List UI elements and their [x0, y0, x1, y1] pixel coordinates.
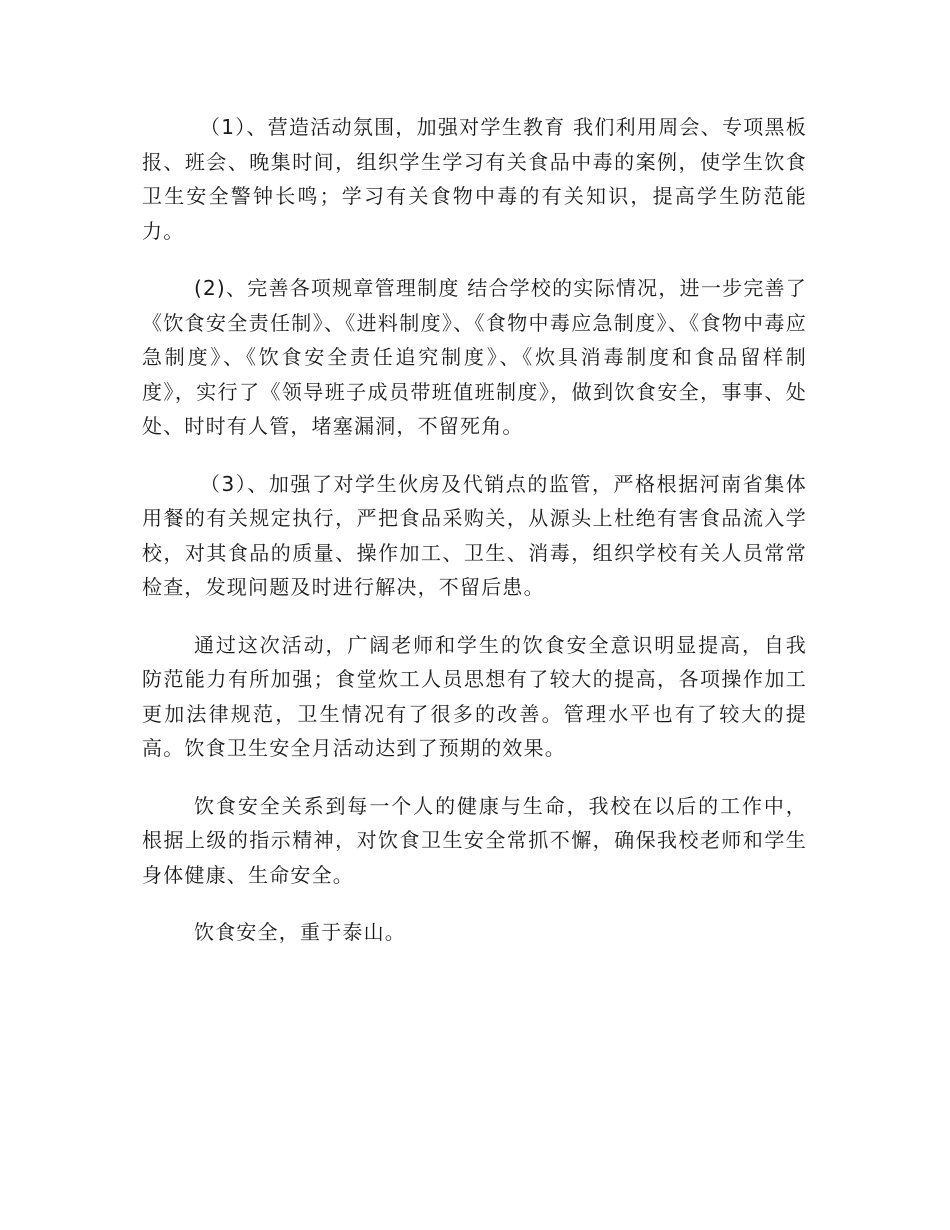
paragraph-6: 饮食安全，重于泰山。 [194, 920, 406, 944]
document-body [142, 110, 807, 950]
paragraph-2: (2)、完善各项规章管理制度 结合学校的实际情况，进一步完善了《饮食安全责任制》、《进料制度》、《食物中毒应急制度》、《食物中毒应急制度》、《饮食安全责任追究制度》、《炊具消毒制度和食品留样制度》，实行了《领导班子成员带班值班制度》，做到饮食安全，事事、处处、时时有人管，堵塞漏洞，不留死角。 [142, 276, 807, 438]
paragraph-3: （3）、加强了对学生伙房及代销点的监管，严格根据河南省集体用餐的有关规定执行，严把食品采购关，从源头上杜绝有害食品流入学校，对其食品的质量、操作加工、卫生、消毒，组织学校有关人员常常检查，发现问题及时进行解决，不留后患。 [142, 471, 807, 599]
paragraph-4: 通过这次活动，广阔老师和学生的饮食安全意识明显提高，自我防范能力有所加强；食堂炊工人员思想有了较大的提高，各项操作加工更加法律规范，卫生情况有了很多的改善。管理水平也有了较大的提高。饮食卫生安全月活动达到了预期的效果。 [142, 632, 807, 760]
paragraph-1: （1）、营造活动氛围，加强对学生教育 我们利用周会、专项黑板报、班会、晚集时间，组织学生学习有关食品中毒的案例，使学生饮食卫生安全警钟长鸣；学习有关食物中毒的有关知识，提高学生防范能力。 [142, 115, 807, 243]
paragraph-5: 饮食安全关系到每一个人的健康与生命，我校在以后的工作中，根据上级的指示精神，对饮食卫生安全常抓不懈，确保我校老师和学生身体健康、生命安全。 [142, 793, 807, 887]
